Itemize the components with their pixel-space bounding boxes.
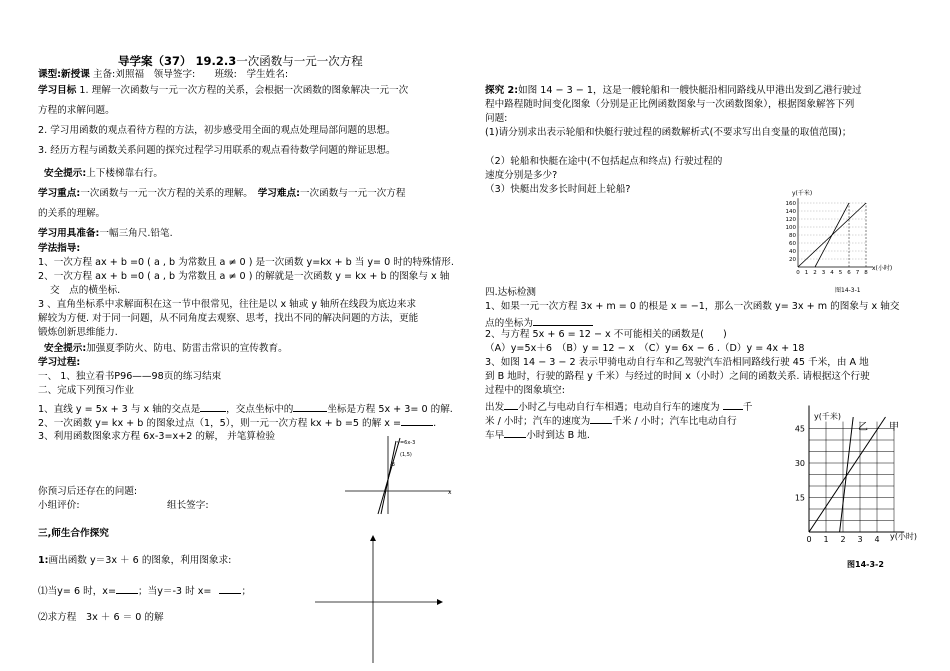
fig2-y-tick: 30 — [794, 459, 805, 468]
fig2-y-label: y(千米) — [814, 412, 841, 421]
check-q3d — [485, 399, 752, 414]
figure-14-3-2 — [795, 405, 915, 575]
q1c: 坐标是方程 5x + 3= 0 的解. — [327, 404, 453, 415]
p1c: ； — [241, 586, 252, 597]
remaining-problems: 你预习后还存在的问题: — [38, 486, 138, 497]
fig2-x-tick: 1 — [823, 535, 829, 544]
fig1-x-tick: 0 — [796, 270, 800, 276]
safety2-text: 加强夏季防火、防电、防雷击常识的宣传教育。 — [86, 343, 288, 354]
title-rest: 一次函数与一元一次方程 — [236, 54, 363, 68]
explore2-q1: (1)请分别求出表示轮船和快艇行驶过程的函数解析式(不要求写出自变量的取值范围)； — [485, 127, 852, 138]
explore2-line1 — [485, 85, 862, 97]
guide-line3: 交 点的横坐标. — [50, 285, 121, 296]
check-label: 四.达标检测 — [485, 287, 537, 298]
check-q1b — [485, 315, 593, 330]
sketch-point-label: (1,5) — [400, 452, 412, 458]
fig2-x-tick: 2 — [840, 535, 846, 544]
q3f1: 车早 — [485, 430, 505, 441]
q3e2: 千米 / 小时；汽车比电动自行 — [612, 416, 737, 427]
fig1-x-tick: 7 — [855, 270, 860, 276]
explore2-line3: 问题: — [485, 113, 508, 124]
answer-blank[interactable] — [219, 583, 241, 594]
fig1-x-tick: 5 — [838, 270, 843, 276]
coop-label: 三,师生合作探究 — [38, 528, 109, 539]
fig1-y-label: y(千米) — [792, 190, 813, 197]
fig1-y-tick: 160 — [785, 201, 796, 207]
meta-label: 课型:新授课 — [38, 69, 90, 80]
answer-blank[interactable] — [590, 413, 612, 424]
answer-blank[interactable] — [723, 399, 743, 410]
check-q2: 2、与方程 5x + 6 = 12 − x 不可能相关的函数是( ) — [485, 329, 727, 340]
coop-part2: ⑵求方程 3x ＋ 6 ＝ 0 的解 — [38, 612, 164, 623]
p1a: ⑴当y= 6 时，x= — [38, 586, 117, 597]
process-step1: 一、 1、独立看书P96——98页的练习结束 — [38, 371, 222, 382]
check-q2-options: （A）y=5x＋6 （B）y = 12 − x （C）y= 6x − 6 .（D）y = 4x + 18 — [485, 343, 805, 354]
key-label2: 学习难点: — [257, 188, 300, 199]
answer-blank[interactable] — [401, 415, 433, 426]
explore2-text1: 如图 14 − 3 − 1，这是一艘轮船和一艘快艇沿相同路线从甲港出发到乙港行驶过 — [518, 85, 862, 96]
sketch-tick-label: -3 — [390, 462, 395, 468]
fig2-label-yi: 乙 — [858, 422, 868, 433]
fig2-x-tick: 0 — [806, 535, 812, 544]
group-leader-signature: 组长签字: — [167, 500, 209, 511]
explore2-q3: （3）快艇出发多长时间赶上轮船? — [485, 184, 631, 195]
q2b: . — [433, 418, 437, 429]
fig1-x-tick: 4 — [830, 270, 834, 276]
p1b: ；当y＝-3 时 x= — [138, 586, 212, 597]
coop-qnum: 1: — [38, 555, 49, 566]
check-q3c: 过程中的图象填空: — [485, 385, 565, 396]
guide-label: 学法指导: — [38, 243, 81, 254]
fig2-label-jia: 甲 — [889, 422, 899, 433]
key-label1: 学习重点: — [38, 188, 81, 199]
guide-line4: 3 、直角坐标系中求解面积在这一节中很常见，往往是以 x 轴或 y 轴所在线段为底边来求 — [38, 299, 417, 310]
preview-q1 — [38, 401, 453, 416]
process-step2: 二、完成下列预习作业 — [38, 385, 134, 396]
tools — [38, 228, 173, 240]
figure-14-3-1 — [780, 188, 900, 296]
key-points — [38, 188, 405, 200]
fig2-x-tick: 4 — [874, 535, 880, 544]
safety-tip-1 — [44, 168, 163, 180]
guide-line5: 解较为方便. 对于同一问题，从不同角度去观察、思考，找出不同的解决问题的方法，更能 — [38, 313, 419, 324]
q3d1: 出发 — [485, 402, 505, 413]
page-title — [118, 55, 363, 67]
goals-line4: 3. 经历方程与函数关系问题的探究过程学习用联系的观点看待数学问题的辩证思想。 — [38, 145, 396, 156]
preview-q3: 3、利用函数图象求方程 6x-3=x+2 的解， 并笔算检验 — [38, 431, 276, 442]
goals-line2: 方程的求解问题。 — [38, 105, 115, 116]
coop-part1 — [38, 583, 251, 598]
key-line2: 的关系的理解。 — [38, 208, 106, 219]
explore2-q2b: 速度分别是多少? — [485, 170, 558, 181]
answer-blank[interactable] — [200, 401, 226, 412]
q2a: 2、一次函数 y= kx + b 的图象过点（1，5），则一元一次方程 kx + b =5 的解 x = — [38, 418, 402, 429]
coop-qtext: 画出函数 y＝3x ＋ 6 的图象，利用图象求: — [48, 555, 232, 566]
check-q3e — [485, 413, 737, 428]
safety1-label: 安全提示: — [44, 168, 87, 179]
sketch-graph-label: y=6x-3 — [397, 440, 416, 446]
check-q3b: 到 B 地时，行驶的路程 y 千米）与经过的时间 x（小时）之间的函数关系. 请根据这个行驶 — [485, 371, 870, 382]
safety2-label: 安全提示: — [44, 343, 87, 354]
guide-line1: 1、一次方程 ax + b =0 ( a , b 为常数且 a ≠ 0 ) 是一次函数 y=kx + b 当 y= 0 时的特殊情形. — [38, 257, 454, 268]
q1b: ，交点坐标中的 — [226, 404, 294, 415]
coop-x-arrow — [437, 599, 443, 605]
q1b-text: 点的坐标为 — [485, 318, 533, 329]
goals-line3: 2. 学习用函数的观点看待方程的方法，初步感受用全面的观点处理局部问题的思想。 — [38, 125, 396, 136]
coop-coordinate-axes — [315, 535, 445, 665]
answer-blank[interactable] — [504, 427, 526, 438]
q1a: 1、直线 y = 5x + 3 与 x 轴的交点是 — [38, 404, 201, 415]
guide-line2: 2、一次方程 ax + b =0 ( a , b 为常数且 a ≠ 0 ) 的解就是一次函数 y = kx + b 的图象与 x 轴 — [38, 271, 450, 282]
fig2-y-tick: 15 — [794, 493, 805, 503]
safety-tip-2 — [44, 343, 288, 355]
fig2-x-tick: 3 — [857, 535, 863, 544]
q3e1: 米 / 小时；汽车的速度为 — [485, 416, 591, 427]
fig1-x-tick: 1 — [804, 270, 809, 276]
fig1-x-label: x(小时) — [872, 265, 893, 272]
tools-label: 学习用具准备: — [38, 228, 100, 239]
fig1-x-tick: 3 — [821, 270, 826, 276]
check-q3a: 3、如图 14 − 3 − 2 表示甲骑电动自行车和乙驾驶汽车沿相同路线行驶 45 千米，由 A 地 — [485, 357, 869, 368]
answer-blank[interactable] — [504, 399, 518, 410]
fig2-y-tick: 45 — [794, 424, 805, 434]
answer-blank[interactable] — [293, 401, 327, 412]
fig1-x-tick: 6 — [847, 270, 851, 276]
goals-text1: 1. 理解一次函数与一元一次方程的关系，会根据一次函数的图象解决一元一次 — [76, 85, 409, 96]
fig1-x-tick: 2 — [813, 270, 817, 276]
q3f2: 小时到达 B 地. — [526, 430, 590, 441]
meta-line — [38, 69, 288, 81]
process-label: 学习过程: — [38, 357, 81, 368]
guide-line6: 锻炼创新思维能力. — [38, 327, 118, 338]
check-q1a: 1、如果一元一次方程 3x + m = 0 的根是 x = −1，那么一次函数 y= 3x + m 的图象与 x 轴交 — [485, 301, 900, 312]
q3d2: 小时乙与电动自行车相遇；电动自行车的速度为 — [518, 402, 720, 413]
fig1-caption: 图14-3-1 — [835, 287, 861, 294]
fig1-y-tick: 60 — [789, 241, 796, 247]
fig1-x-tick: 8 — [864, 270, 868, 276]
fig1-y-tick: 20 — [789, 257, 796, 263]
goals-line1 — [38, 85, 408, 97]
fig1-y-tick: 140 — [785, 209, 796, 215]
coop-y-arrow — [370, 535, 376, 541]
title-prefix: 导学案（37） 19.2.3 — [118, 54, 237, 68]
fig2-caption: 图14-3-2 — [847, 560, 884, 569]
q3d3: 千 — [742, 402, 753, 413]
explore2-label: 探究 2: — [485, 85, 519, 96]
key-text1: 一次函数与一元一次方程的关系的理解。 — [80, 188, 249, 199]
preview-q2 — [38, 415, 436, 430]
fig1-y-tick: 80 — [789, 233, 796, 239]
fig1-y-tick: 120 — [785, 217, 796, 223]
sketch-x-label: x — [448, 489, 452, 496]
key-text2: 一次函数与一元一次方程 — [299, 188, 406, 199]
goals-label: 学习目标 — [38, 85, 77, 96]
meta-rest: 主备:刘照福 领导签字: 班级: 学生姓名: — [92, 69, 289, 80]
coop-question — [38, 555, 231, 567]
group-evaluation: 小组评价: — [38, 500, 80, 511]
fig2-x-label: y(小时) — [890, 532, 917, 541]
explore2-line2: 程中路程随时间变化图象（分别是正比例函数图象与一次函数图象），根据图象解答下列 — [485, 99, 855, 110]
check-q3f — [485, 427, 590, 442]
sketch-line-2 — [381, 441, 396, 514]
explore2-q2a: （2）轮船和快艇在途中(不包括起点和终点) 行驶过程的 — [485, 156, 723, 167]
safety1-text: 上下楼梯靠右行。 — [86, 168, 163, 179]
answer-blank[interactable] — [533, 315, 593, 326]
tools-text: 一幅三角尺.铅笔. — [99, 228, 173, 239]
answer-blank[interactable] — [116, 583, 138, 594]
preview-sketch-graph — [345, 436, 455, 516]
fig1-y-tick: 40 — [789, 249, 796, 255]
fig1-y-tick: 100 — [785, 225, 796, 231]
